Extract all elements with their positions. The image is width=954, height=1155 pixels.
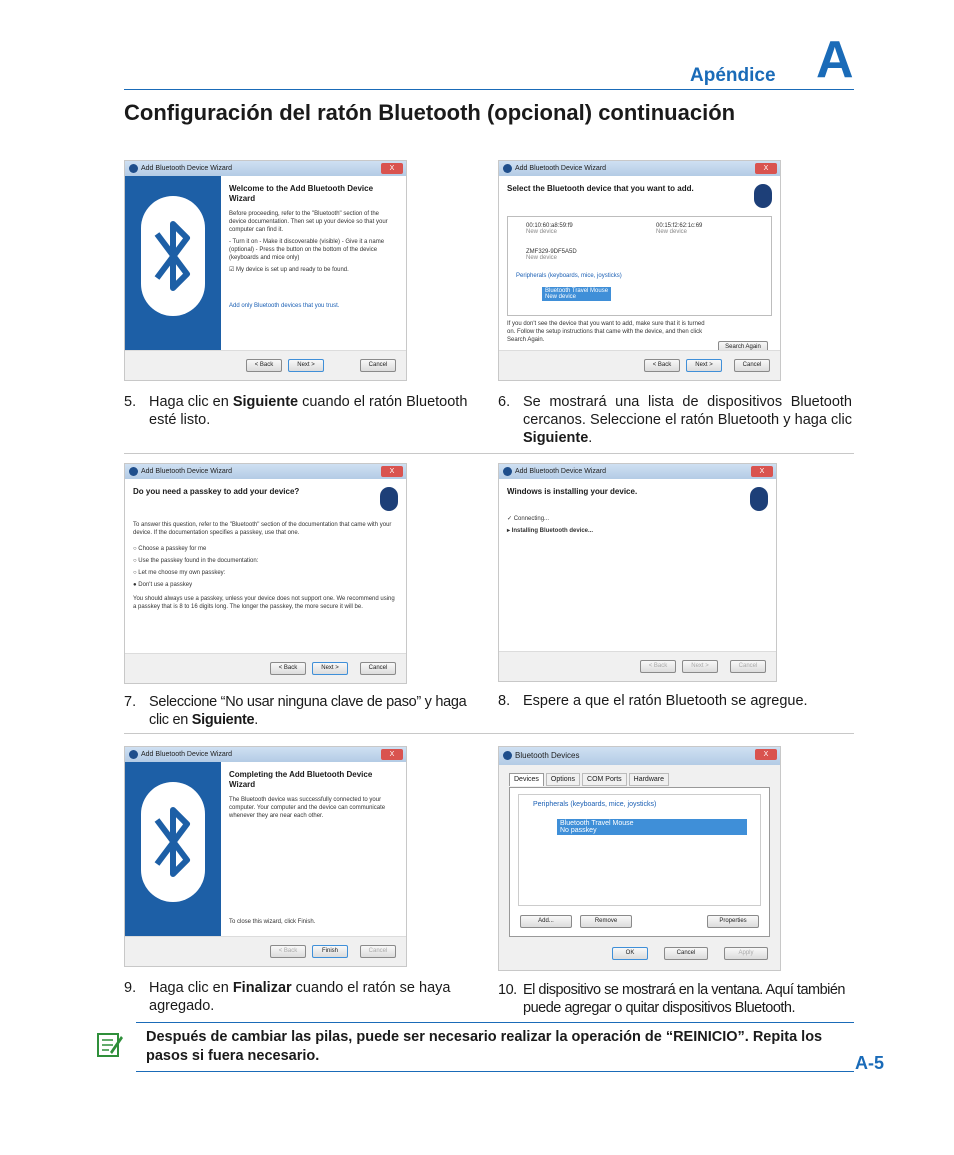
remove-device-button[interactable]: Remove — [580, 915, 632, 928]
ready-checkbox[interactable]: ☑ My device is set up and ready to be found. — [229, 267, 349, 273]
device-name: Bluetooth Travel Mouse — [545, 288, 609, 294]
wizard-content — [221, 176, 406, 350]
screenshot-completing — [124, 746, 407, 967]
device-status: New device — [656, 229, 688, 235]
page-number: A-5 — [855, 1053, 885, 1073]
tab-bar — [509, 773, 669, 786]
bluetooth-icon — [129, 467, 138, 476]
button-bar — [499, 651, 776, 681]
button-bar — [125, 350, 406, 380]
option-label: Choose a passkey for me — [138, 546, 207, 552]
wizard-body: To answer this question, refer to the "Bluetooth" section of the documentation that came with your device. If the documentation specifies a passkey, use that one. — [133, 522, 392, 536]
caption-text: cuando el ratón se haya agregado. — [149, 980, 451, 1014]
finish-button[interactable]: Finish — [312, 945, 348, 958]
bluetooth-logo-icon — [141, 196, 205, 316]
header-rule — [124, 89, 854, 90]
next-button[interactable]: Next > — [686, 359, 722, 372]
bluetooth-icon — [503, 164, 512, 173]
finish-hint: To close this wizard, click Finish. — [229, 919, 316, 925]
caption-step-5 — [124, 393, 478, 429]
option-label: Let me choose my own passkey: — [138, 570, 226, 576]
wizard-heading: Windows is installing your device. — [507, 487, 638, 496]
ready-checkbox-label: My device is set up and ready to be found. — [236, 267, 349, 273]
wizard-content — [499, 176, 780, 350]
window-title: Add Bluetooth Device Wizard — [141, 165, 233, 172]
window-titlebar — [499, 747, 780, 765]
add-device-button[interactable]: Add... — [520, 915, 572, 928]
properties-button[interactable]: Properties — [707, 915, 759, 928]
install-step-connecting: ✓ Connecting... — [507, 516, 550, 522]
wizard-heading: Select the Bluetooth device that you want to add. — [507, 184, 694, 193]
close-button[interactable]: X — [381, 163, 403, 174]
back-button[interactable]: < Back — [270, 662, 306, 675]
wizard-steps: - Turn it on - Make it discoverable (visible) - Give it a name (optional) - Press the button on the bottom of the device (keyboards and mice only) — [229, 239, 385, 261]
tab-options[interactable]: Options — [546, 773, 580, 786]
caption-step-9 — [124, 979, 478, 1015]
cancel-button[interactable]: Cancel — [664, 947, 708, 960]
search-again-button[interactable]: Search Again — [718, 341, 768, 354]
window-title: Add Bluetooth Device Wizard — [141, 751, 233, 758]
step-number: 5. — [124, 394, 137, 410]
close-button[interactable]: X — [755, 749, 777, 760]
bluetooth-logo-icon — [754, 184, 772, 208]
caption-step-7 — [124, 693, 478, 729]
caption-text: . — [588, 430, 593, 446]
page-title: Configuración del ratón Bluetooth (opcional) continuación — [124, 100, 736, 125]
bluetooth-icon — [129, 750, 138, 759]
trust-link[interactable]: Add only Bluetooth devices that you trust. — [229, 303, 340, 309]
caption-text: El dispositivo se mostrará en la ventana. Aquí también puede agregar o quitar dispositivos Bluetooth. — [523, 982, 845, 1016]
list-item[interactable] — [656, 223, 702, 235]
passkey-warning: You should always use a passkey, unless your device does not support one. We recommend using a passkey that is 8 to 16 digits long. The longer the passkey, the more secure it will be. — [133, 596, 395, 610]
close-button[interactable]: X — [751, 466, 773, 477]
cancel-button[interactable]: Cancel — [360, 662, 396, 675]
caption-text: Espere a que el ratón Bluetooth se agregue. — [523, 693, 808, 709]
screenshot-bluetooth-devices — [498, 746, 781, 971]
bluetooth-icon — [503, 751, 512, 760]
next-button[interactable]: Next > — [288, 359, 324, 372]
wizard-body: The Bluetooth device was successfully connected to your computer. Your computer and the device can communicate whenever they are near each other. — [229, 797, 386, 819]
window-titlebar — [499, 161, 780, 176]
caption-step-10 — [498, 981, 854, 1017]
selected-device[interactable] — [542, 287, 611, 301]
caption-bold: Siguiente — [191, 712, 255, 728]
ok-button[interactable]: OK — [612, 947, 648, 960]
option-label: Don't use a passkey — [138, 582, 193, 588]
bluetooth-logo-icon — [141, 782, 205, 902]
bluetooth-icon — [129, 164, 138, 173]
caption-text: Se mostrará una lista de dispositivos Bluetooth cercanos. Seleccione el ratón Bluetooth y haga clic — [523, 394, 852, 428]
caption-text: Haga clic en — [149, 980, 233, 996]
cancel-button[interactable]: Cancel — [360, 945, 396, 958]
device-list — [507, 216, 772, 316]
window-title: Add Bluetooth Device Wizard — [515, 468, 607, 475]
step-number: 7. — [124, 694, 137, 710]
wizard-heading: Completing the Add Bluetooth Device Wizard — [229, 770, 373, 789]
option-label: Use the passkey found in the documentation: — [138, 558, 259, 564]
wizard-heading: Do you need a passkey to add your device? — [133, 487, 300, 496]
bluetooth-logo-icon — [750, 487, 768, 511]
next-button[interactable]: Next > — [682, 660, 718, 673]
search-hint: If you don't see the device that you want to add, make sure that it is turned on. Follow the setup instructions that came with the device, and then click Search Again. — [507, 321, 705, 343]
section-label: Apéndice — [690, 65, 776, 86]
caption-step-8 — [498, 692, 852, 710]
wizard-body: Before proceeding, refer to the "Bluetooth" section of the device documentation. Then set up your device so that your computer can find it. — [229, 211, 388, 233]
window-title: Add Bluetooth Device Wizard — [141, 468, 233, 475]
passkey-option-3[interactable]: ○ Let me choose my own passkey: — [133, 570, 226, 576]
button-bar — [125, 653, 406, 683]
section-letter: A — [816, 31, 854, 89]
passkey-option-4[interactable]: ● Don't use a passkey — [133, 582, 193, 588]
window-title: Add Bluetooth Device Wizard — [515, 165, 607, 172]
caption-bold: Siguiente — [523, 430, 589, 446]
caption-bold: Siguiente — [232, 394, 299, 410]
device-name: 00:15:f2:62:1c:69 — [656, 223, 703, 229]
back-button[interactable]: < Back — [246, 359, 282, 372]
tab-com-ports[interactable]: COM Ports — [582, 773, 627, 786]
devices-panel — [509, 787, 770, 937]
wizard-sidebar — [125, 176, 221, 350]
device-status: No passkey — [560, 827, 597, 834]
note-text: Después de cambiar las pilas, puede ser necesario realizar la operación de “REINICIO”. Repita los pasos si fuera necesario. — [146, 1029, 823, 1064]
bluetooth-icon — [503, 467, 512, 476]
step-number: 10. — [498, 982, 517, 998]
device-status: New device — [545, 294, 577, 300]
passkey-option-2[interactable]: ○ Use the passkey found in the documentation: — [133, 558, 259, 564]
next-button[interactable]: Next > — [312, 662, 348, 675]
close-button[interactable]: X — [755, 163, 777, 174]
caption-step-6 — [498, 393, 852, 447]
caption-text: Haga clic en — [149, 394, 233, 410]
note-top-rule — [136, 1022, 854, 1023]
screenshot-installing — [498, 463, 777, 682]
screenshot-passkey — [124, 463, 407, 684]
device-list — [518, 794, 761, 906]
caption-text: cuando el ratón Bluetooth esté listo. — [149, 394, 468, 428]
wizard-content — [125, 479, 406, 653]
window-titlebar — [499, 464, 776, 479]
back-button[interactable]: < Back — [644, 359, 680, 372]
window-titlebar — [125, 464, 406, 479]
device-status: New device — [526, 229, 558, 235]
cancel-button[interactable]: Cancel — [360, 359, 396, 372]
tab-devices[interactable]: Devices — [509, 773, 544, 786]
cancel-button[interactable]: Cancel — [730, 660, 766, 673]
caption-text: Seleccione “No usar ninguna clave de paso” y haga clic en — [149, 694, 467, 728]
install-step-installing: ▸ Installing Bluetooth device... — [507, 528, 594, 534]
divider — [124, 733, 854, 734]
note-icon — [96, 1030, 124, 1058]
wizard-heading: Welcome to the Add Bluetooth Device Wizard — [229, 184, 374, 203]
back-button[interactable]: < Back — [270, 945, 306, 958]
screenshot-welcome-wizard — [124, 160, 407, 381]
step-number: 8. — [498, 693, 511, 709]
selected-device[interactable] — [557, 819, 747, 835]
screenshot-select-device — [498, 160, 781, 381]
group-label: Peripherals (keyboards, mice, joysticks) — [533, 801, 657, 808]
caption-text: . — [254, 712, 259, 728]
window-titlebar — [125, 747, 406, 762]
cancel-button[interactable]: Cancel — [734, 359, 770, 372]
device-status: New device — [526, 255, 558, 261]
device-name: Bluetooth Travel Mouse — [560, 820, 634, 827]
tab-hardware[interactable]: Hardware — [629, 773, 669, 786]
button-bar — [125, 936, 406, 966]
device-name: ZMF329-9DF5A5D — [526, 249, 577, 255]
window-title: Bluetooth Devices — [515, 751, 580, 760]
apply-button[interactable]: Apply — [724, 947, 768, 960]
caption-bold: Finalizar — [232, 980, 292, 996]
back-button[interactable]: < Back — [640, 660, 676, 673]
divider — [124, 453, 854, 454]
wizard-content — [499, 479, 776, 651]
device-name: 00:10:60:a8:59:f9 — [526, 223, 573, 229]
note-bottom-rule — [136, 1071, 854, 1072]
passkey-option-1[interactable]: ○ Choose a passkey for me — [133, 546, 207, 552]
list-item[interactable] — [526, 249, 577, 261]
group-label: Peripherals (keyboards, mice, joysticks) — [516, 273, 622, 279]
window-titlebar — [125, 161, 406, 176]
step-number: 6. — [498, 394, 511, 410]
button-bar — [499, 350, 780, 380]
wizard-content — [221, 762, 406, 936]
list-item[interactable] — [526, 223, 573, 235]
close-button[interactable]: X — [381, 466, 403, 477]
step-number: 9. — [124, 980, 137, 996]
wizard-sidebar — [125, 762, 221, 936]
bluetooth-logo-icon — [380, 487, 398, 511]
close-button[interactable]: X — [381, 749, 403, 760]
